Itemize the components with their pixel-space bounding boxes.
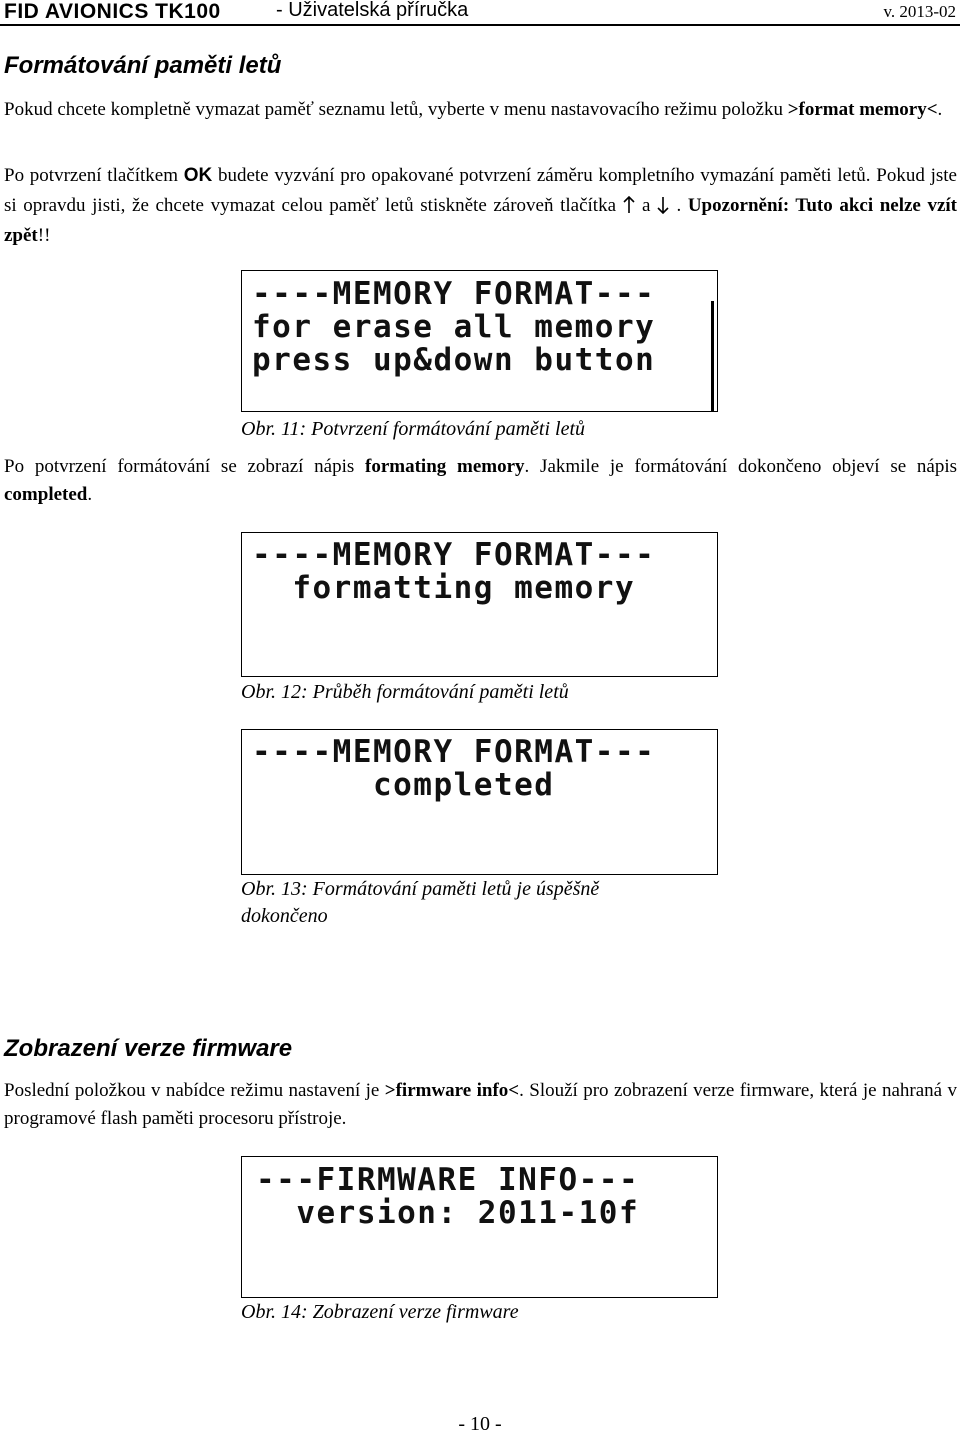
formatting-memory-label: formating memory (365, 456, 525, 477)
section-title-memory-format: Formátování paměti letů (4, 52, 282, 79)
header-subtitle: - Uživatelská příručka (276, 0, 469, 21)
lcd-screen-formatting (241, 532, 718, 677)
header-version: v. 2013-02 (883, 2, 956, 21)
lcd-screen-memory-format-confirm (241, 270, 718, 412)
page-number: - 10 - (458, 1413, 502, 1435)
completed-label: completed (4, 484, 88, 505)
section-title-firmware: Zobrazení verze firmware (4, 1035, 293, 1062)
caption-line: dokončeno (241, 905, 328, 927)
arrow-down-icon (656, 196, 670, 214)
paragraph-text: . (676, 195, 682, 216)
paragraph-text: !! (37, 225, 51, 246)
lcd-line: ----MEMORY FORMAT--- (252, 537, 656, 573)
ok-button-label: OK (183, 165, 213, 186)
header-rule (0, 24, 960, 26)
paragraph-text: budete vyzvání pro opakované potvrzení záměru kompletního vymazání paměti letů. Pokud jste si opravdu jisti, že chcete vymazat celou paměť letů stiskněte zároveň tlačítka (4, 165, 957, 216)
paragraph-text: . (87, 484, 93, 505)
paragraph-text: Poslední položkou v nabídce režimu nastavení je (4, 1080, 385, 1101)
lcd-screen-completed (241, 729, 718, 875)
paragraph-confirm (4, 161, 957, 251)
figure-caption-14: Obr. 14: Zobrazení verze firmware (241, 1301, 519, 1323)
lcd-line: ---FIRMWARE INFO--- (256, 1162, 640, 1198)
lcd-line: for erase all memory (252, 309, 656, 345)
paragraph-text: Po potvrzení formátování se zobrazí nápis (4, 456, 366, 477)
lcd-line: ----MEMORY FORMAT--- (252, 734, 656, 770)
lcd-line: completed (252, 767, 555, 803)
warning-text: Upozornění: Tuto akci nelze vzít zpět (4, 195, 957, 246)
caption-line: Obr. 13: Formátování paměti letů je úspěšně (241, 878, 600, 900)
lcd-screen-firmware-info (241, 1156, 718, 1298)
header-brand: FID AVIONICS TK100 (4, 0, 221, 23)
paragraph-text: . (937, 99, 943, 120)
lcd-line: formatting memory (252, 570, 636, 606)
paragraph-firmware (4, 1077, 957, 1133)
lcd-line: press up&down button (252, 342, 656, 378)
lcd-line: version: 2011-10f (256, 1195, 640, 1231)
paragraph-text: Pokud chcete kompletně vymazat paměť seznamu letů, vyberte v menu nastavovacího režimu položku (4, 99, 788, 120)
arrow-up-icon (622, 196, 636, 214)
paragraph-text: Po potvrzení tlačítkem (4, 165, 184, 186)
menu-item-firmware-info: >firmware info< (384, 1080, 520, 1101)
lcd-line: ----MEMORY FORMAT--- (252, 276, 656, 312)
figure-caption-11: Obr. 11: Potvrzení formátování paměti letů (241, 418, 586, 440)
figure-caption-13 (241, 876, 599, 930)
paragraph-text: a (642, 195, 651, 216)
figure-caption-12: Obr. 12: Průběh formátování paměti letů (241, 681, 569, 703)
paragraph-formatting (4, 453, 957, 509)
paragraph-text: . Slouží pro zobrazení verze firmware, která je nahraná v programové flash paměti procesoru přístroje. (4, 1080, 957, 1129)
paragraph-intro (4, 95, 957, 125)
menu-item-format-memory: >format memory< (787, 99, 938, 120)
paragraph-text: . Jakmile je formátování dokončeno objeví se nápis (524, 456, 957, 477)
lcd-edge (711, 301, 714, 411)
